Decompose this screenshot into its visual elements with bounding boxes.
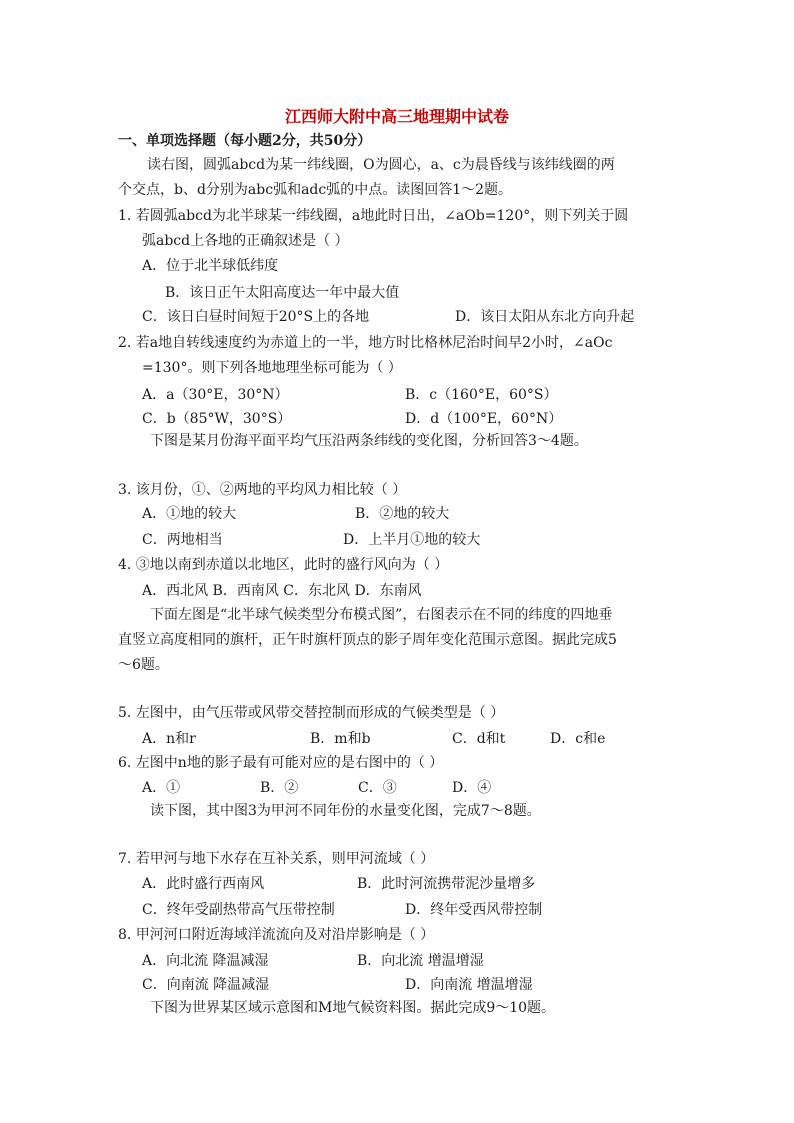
intro-text: 个交点，b、d分别为abc弧和adc弧的中点。读图回答1～2题。 [118, 182, 513, 198]
question-7-stem: 7. 若甲河与地下水存在互补关系，则甲河流域（ ） [118, 851, 435, 867]
intro-text: 读下图，其中图3为甲河不同年份的水量变化图，完成7～8题。 [150, 803, 541, 819]
question-3-option-a: A．①地的较大 [142, 506, 237, 522]
question-5-stem: 5. 左图中，由气压带或风带交替控制而形成的气候类型是（ ） [118, 705, 505, 721]
intro-text: 直竖立高度相同的旗杆，正午时旗杆顶点的影子周年变化范围示意图。据此完成5 [118, 632, 617, 648]
question-6-option-d: D．④ [452, 780, 492, 796]
question-2-stem: =130°。则下列各地地理坐标可能为（ ） [142, 360, 402, 376]
intro-text: 读右图，圆弧abcd为某一纬线圈，O为圆心，a、c为晨昏线与该纬线圈的两 [147, 157, 615, 173]
question-4-stem: 4. ③地以南到赤道以北地区，此时的盛行风向为（ ） [118, 557, 449, 573]
question-2-option-c: C．b（85°W，30°S） [142, 411, 292, 427]
question-7-option-b: B．此时河流携带泥沙量增多 [357, 876, 536, 892]
question-1-stem: 1. 若圆弧abcd为北半球某一纬线圈，a地此时日出，∠aOb=120°，则下列关于圆 [118, 208, 629, 224]
page-title: 江西师大附中高三地理期中试卷 [284, 107, 509, 126]
intro-text: 下面左图是“北半球气候类型分布模式图”，右图表示在不同的纬度的四地垂 [150, 607, 613, 623]
question-7-option-c: C．终年受副热带高气压带控制 [142, 902, 335, 918]
question-2-stem: 2. 若a地自转线速度约为赤道上的一半，地方时比格林尼治时间早2小时，∠aOc [118, 335, 613, 351]
question-2-option-b: B．c（160°E，60°S） [405, 387, 558, 403]
question-6-option-b: B．② [260, 780, 299, 796]
question-3-stem: 3. 该月份，①、②两地的平均风力相比较（ ） [118, 482, 407, 498]
question-1-option-b: B．该日正午太阳高度达一年中最大值 [165, 285, 400, 301]
question-3-option-d: D．上半月①地的较大 [343, 532, 481, 548]
question-4-options: A．西北风 B．西南风 C．东北风 D．东南风 [142, 583, 422, 599]
question-2-option-a: A．a（30°E，30°N） [142, 387, 289, 403]
question-1-option-d: D．该日太阳从东北方向升起 [455, 309, 635, 325]
question-5-option-a: A．n和r [142, 731, 196, 747]
question-1-stem: 弧abcd上各地的正确叙述是（ ） [142, 233, 349, 249]
question-8-option-c: C．向南流 降温减湿 [142, 977, 270, 993]
section-heading: 一、单项选择题（每小题2分，共50分） [118, 133, 372, 149]
question-6-option-a: A．① [142, 780, 181, 796]
intro-text: ～6题。 [118, 657, 169, 673]
question-5-option-b: B．m和b [310, 731, 371, 747]
question-5-option-c: C．d和t [452, 731, 506, 747]
question-3-option-c: C．两地相当 [142, 532, 223, 548]
question-6-stem: 6. 左图中n地的影子最有可能对应的是右图中的（ ） [118, 755, 444, 771]
question-8-option-a: A．向北流 降温减湿 [142, 953, 269, 969]
question-6-option-c: C．③ [358, 780, 397, 796]
question-5-option-d: D．c和e [550, 731, 606, 747]
question-2-option-d: D．d（100°E，60°N） [405, 411, 563, 427]
question-3-option-b: B．②地的较大 [355, 506, 450, 522]
question-1-option-c: C．该日白昼时间短于20°S上的各地 [142, 309, 370, 325]
question-7-option-a: A．此时盛行西南风 [142, 876, 265, 892]
question-8-option-b: B．向北流 增温增湿 [357, 953, 484, 969]
question-8-option-d: D．向南流 增温增湿 [405, 977, 533, 993]
question-8-stem: 8. 甲河河口附近海域洋流流向及对沿岸影响是（ ） [118, 927, 435, 943]
question-7-option-d: D．终年受西风带控制 [405, 902, 543, 918]
intro-text: 下图是某月份海平面平均气压沿两条纬线的变化图，分析回答3～4题。 [150, 433, 588, 449]
question-1-option-a: A．位于北半球低纬度 [142, 258, 279, 274]
intro-text: 下图为世界某区域示意图和M地气候资料图。据此完成9～10题。 [150, 1000, 556, 1016]
